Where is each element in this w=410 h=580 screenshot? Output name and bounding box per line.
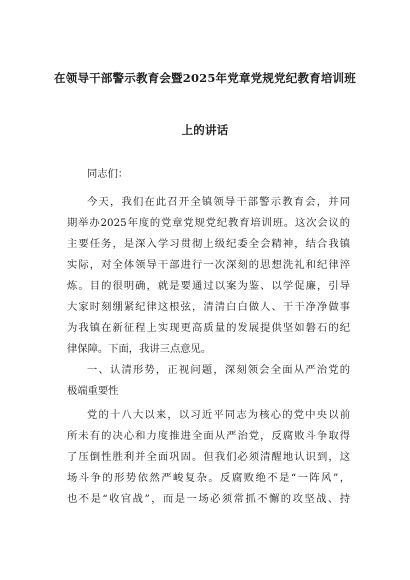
body-line: 为我镇在新征程上实现更高质量的发展提供坚如磐石的纪 xyxy=(67,322,350,334)
body-line: 场斗争的形势依然严峻复杂。反腐败绝不是“一阵风”， xyxy=(67,472,350,484)
body-line: 大家时刻绷紧纪律这根弦，清清白白做人、干干净净做事 xyxy=(67,301,350,313)
body-line: 实际，对全体领导干部进行一次深刻的思想洗礼和纪律淬 xyxy=(67,259,350,271)
section-heading-line: 极端重要性 xyxy=(67,385,119,397)
document-title-line-2: 上的讲话 xyxy=(181,123,229,137)
body-line: 了压倒性胜利并全面巩固。但我们必须清醒地认识到，这 xyxy=(67,451,350,463)
greeting: 同志们： xyxy=(87,168,129,180)
body-line: 今天，我们在此召开全镇领导干部警示教育会，并同 xyxy=(87,196,350,208)
body-line: 所未有的决心和力度推进全面从严治党，反腐败斗争取得 xyxy=(67,430,350,442)
body-line: 也不是“收官战”，而是一场必须常抓不懈的攻坚战、持 xyxy=(67,493,350,505)
body-line: 律保障。下面，我讲三点意见。 xyxy=(67,343,212,355)
document-title-line-1: 在领导干部警示教育会暨2025年党章党规党纪教育培训班 xyxy=(54,71,356,85)
body-line: 期举办2025年度的党章党规党纪教育培训班。这次会议的 xyxy=(67,217,350,229)
section-heading-line: 一、认清形势，正视问题，深刻领会全面从严治党的 xyxy=(87,364,350,376)
body-line: 主要任务，是深入学习贯彻上级纪委全会精神，结合我镇 xyxy=(67,238,350,250)
body-line: 党的十八大以来，以习近平同志为核心的党中央以前 xyxy=(87,409,350,421)
body-line: 炼。目的很明确，就是要通过以案为鉴、以学促廉，引导 xyxy=(67,280,350,292)
